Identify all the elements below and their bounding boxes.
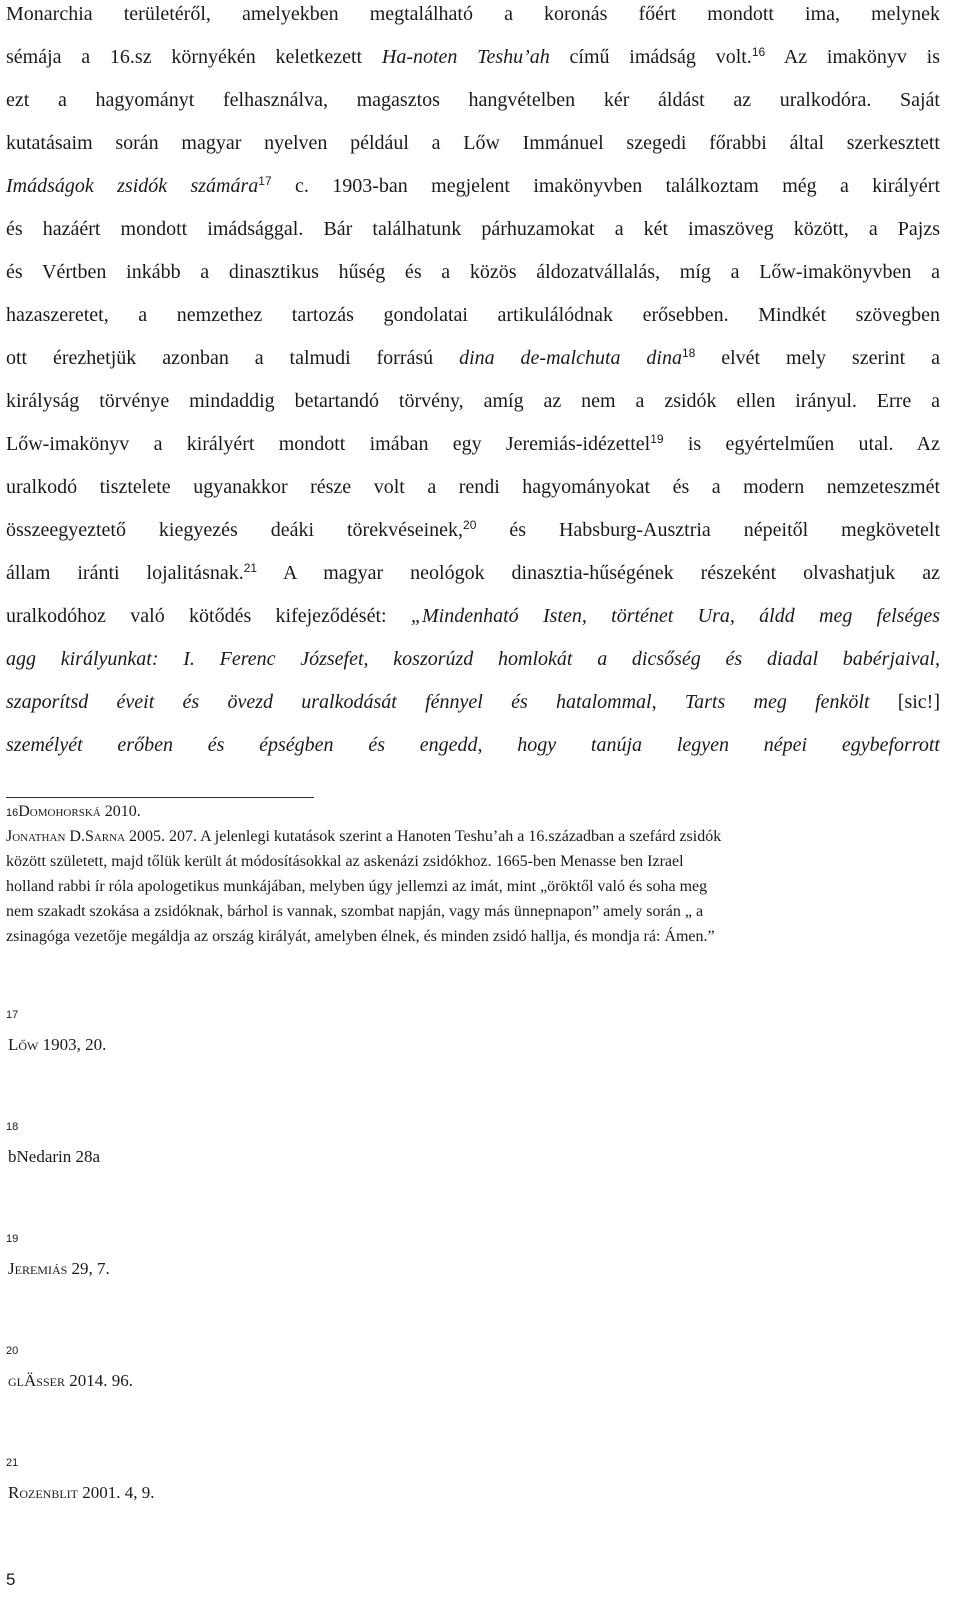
body-line: királyság törvénye mindaddig betartandó törvény, amíg az nem a zsidók ellen irányul. Erre a [6,390,940,412]
text-run: c. 1903-ban megjelent imakönyvben találkoztam még a királyért [271,175,940,197]
text-run: állam iránti lojalitásnak. [6,562,244,584]
talmudic-term: dina de-malchuta dina [459,347,682,369]
text-run: elvét mely szerint a [695,347,941,369]
quoted-prayer: „Mindenható Isten, történet Ura, áldd meg felséges [410,605,940,627]
author-name: Rozenblit [8,1483,78,1502]
text-run: 2014. 96. [64,1371,133,1390]
body-line [6,45,940,69]
body-line [6,518,940,542]
footnote-line: zsinagóga vezetője megáldja az ország királyát, amelyben élnek, és minden zsidó hallja, és mondja rá: Ámen.” [6,928,715,945]
text-run: című imádság volt. [549,46,752,68]
text-run: és Habsburg-Ausztria népeitől megkövetelt [476,519,940,541]
text-run: ott érezhetjük azonban a talmudi forrású [6,347,460,369]
sic-mark: [sic!] [869,691,940,713]
body-line: hazaszeretet, a nemzethez tartozás gondolatai artikulálódnak erősebben. Mindkét szövegben [6,304,940,326]
footnote-ref: 18 [681,346,696,360]
quoted-prayer: személyét erőben és épségben és engedd, hogy tanúja legyen népei egybeforrott [6,734,940,756]
body-line: uralkodó tisztelete ugyanakkor része volt a rendi hagyományokat és a modern nemzeteszmét [6,476,940,498]
footnote-line [6,827,936,847]
text-run: A magyar neológok dinasztia-hűségének részeként olvashatjuk az [257,562,940,584]
author-name: Jeremiás [8,1259,68,1278]
text-run: 29, 7. [67,1259,110,1278]
book-title: Imádságok zsidók számára [6,175,259,197]
body-line [6,604,940,628]
page-number: 5 [6,1570,16,1589]
footnote-number: 21 [6,1457,19,1469]
footnote-number: 19 [6,1233,19,1245]
text-run: Lőw-imakönyv a királyért mondott imában egy Jeremiás-idézettel [6,433,651,455]
footnote-ref: 17 [258,174,272,188]
body-line [6,432,940,456]
footnote-line: holland rabbi ír róla apologetikus munkájában, melyben úgy jellemzi az imát, mint „öröktől való és soha meg [6,878,708,895]
author-name: Lőw [8,1035,39,1054]
footnote-line: nem szakadt szokása a zsidóknak, bárhol is vannak, szombat napján, vagy más ünnepnapon” amely során „ a [6,903,704,920]
footnote-17 [8,1035,106,1055]
quoted-prayer: agg királyunkat: I. Ferenc Józsefet, koszorúzd homlokát a dicsőség és diadal babérjaival, [6,648,940,670]
footnote-19 [8,1259,110,1279]
text-run: 2001. 4, 9. [78,1483,155,1502]
footnote-ref: 20 [463,518,477,532]
body-line: Monarchia területéről, amelyekben megtalálható a koronás főért mondott ima, melynek [6,3,940,25]
footnote-18: bNedarin 28a [8,1147,101,1166]
body-line [6,647,940,671]
body-line: és hazáért mondott imádsággal. Bár találhatunk párhuzamokat a két imaszöveg között, a Pajzs [6,218,940,240]
author-name: Domohorská [18,803,101,820]
body-line [6,561,940,585]
quoted-prayer: szaporítsd éveit és övezd uralkodását fénnyel és hatalommal, Tarts meg fenkölt [6,691,870,713]
footnote-ref: 16 [751,45,766,59]
body-line [6,346,940,370]
body-line [6,733,940,757]
text-run: 1903, 20. [38,1035,107,1054]
body-line [6,174,940,198]
footnote-number: 16 [6,807,19,819]
author-name: Jonathan D.Sarna [6,828,126,845]
footnote-number: 17 [6,1009,19,1021]
text-run: összeegyeztető kiegyezés deáki törekvéseinek, [6,519,464,541]
footnote-number: 18 [6,1121,19,1133]
body-line: és Vértben inkább a dinasztikus hűség és a közös áldozatvállalás, míg a Lőw-imakönyvben a [6,261,940,283]
text-run: 2010. [100,803,141,820]
body-line: ezt a hagyományt felhasználva, magasztos hangvételben kér áldást az uralkodóra. Saját [6,89,940,111]
prayer-title: Ha-noten Teshu’ah [381,46,550,68]
footnote-number: 20 [6,1345,19,1357]
footnote-ref: 21 [243,561,258,575]
body-line [6,690,940,714]
footnote-21 [8,1483,155,1503]
body-line: kutatásaim során magyar nyelven például a Lőw Immánuel szegedi főrabbi által szerkesztett [6,132,940,154]
text-run: Az imakönyv is [765,46,940,68]
author-name: glÄsser [8,1371,65,1390]
text-run: sémája a 16.sz környékén keletkezett [6,46,382,68]
footnote-line: között született, majd tőlük került át módosításokkal az askenázi zsidókhoz. 1665-ben Menasse ben Izrael [6,853,684,870]
footnote-ref: 19 [650,432,664,446]
footnote-separator [6,797,314,798]
text-run: 2005. 207. A jelenlegi kutatások szerint a Hanoten Teshu’ah a 16.században a szefárd zsidók [125,828,722,845]
footnote-20 [8,1371,133,1391]
text-run: is egyértelműen utal. Az [663,433,940,455]
text-run: uralkodóhoz való kötődés kifejeződését: [6,605,411,627]
footnote-16 [6,802,936,823]
